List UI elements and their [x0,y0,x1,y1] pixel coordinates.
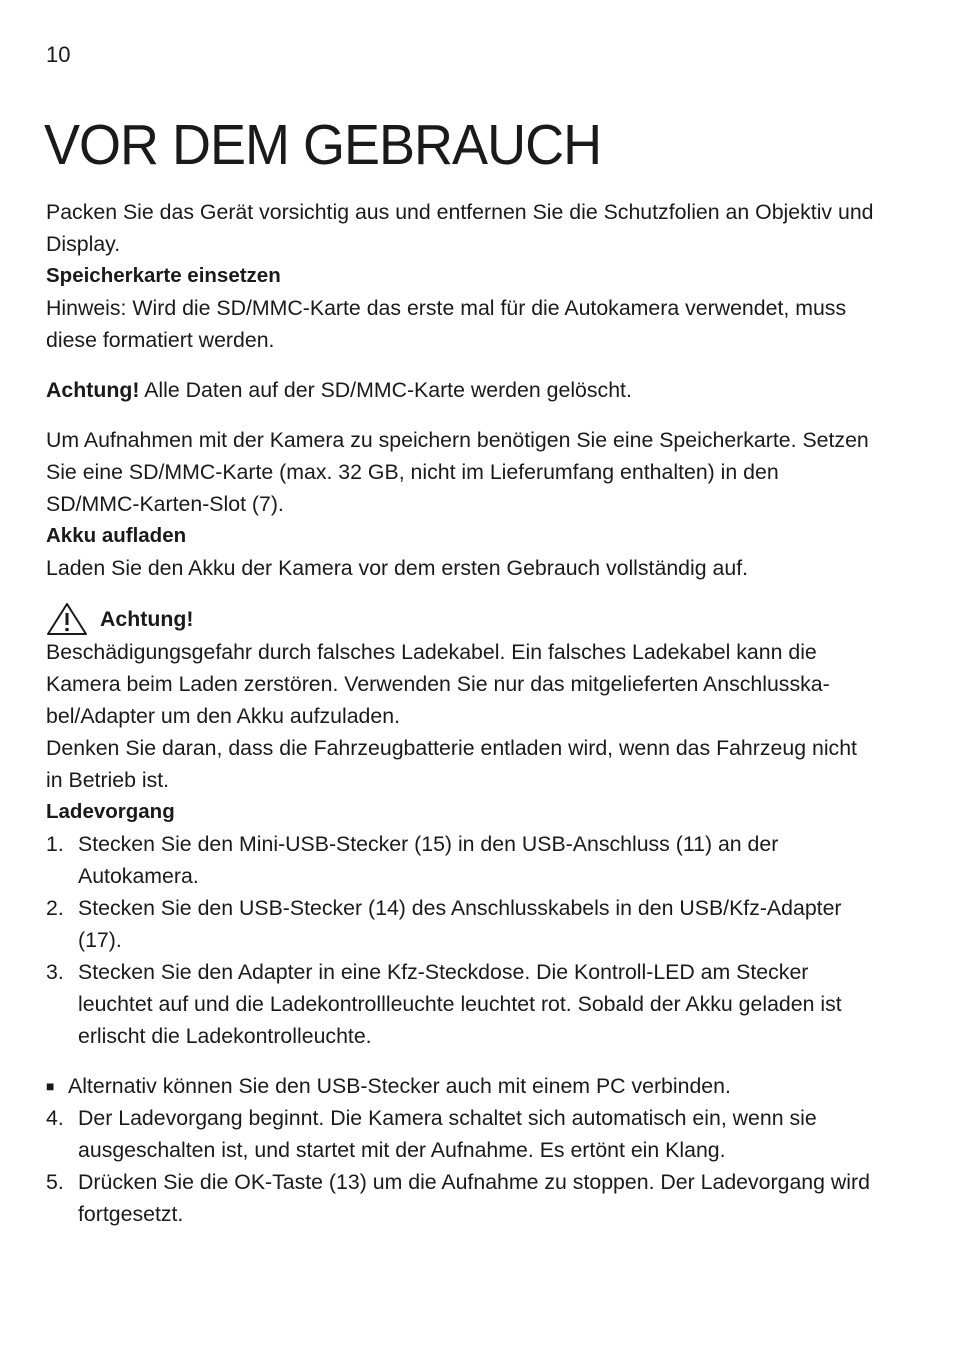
heading-charging: Ladevorgang [46,800,175,823]
list-item [46,892,876,956]
heading-memory-card: Speicherkarte einsetzen [46,264,281,287]
page-title: VOR DEM GEBRAUCH [44,113,602,177]
attention-label: Achtung! [46,378,140,402]
intro-paragraph: Packen Sie das Gerät vorsichtig aus und entfernen Sie die Schutzfolien an Objektiv und Display. [46,200,874,256]
bullet-square-icon: ■ [46,1078,55,1094]
warning-triangle-icon [46,602,88,636]
heading-battery: Akku aufladen [46,524,187,547]
step-text: Stecken Sie den Adapter in eine Kfz-Steckdose. Die Kontroll-LED am Stecker leuchtet auf und die Ladekontrollleuchte leuchtet rot. Sobald der Akku geladen ist erlischt die Ladekontrolleuchte. [78,960,842,1048]
list-item [46,828,876,892]
warning-header [46,602,876,636]
memory-card-hint: Hinweis: Wird die SD/MMC-Karte das erste mal für die Autokamera verwendet, muss diese formatiert werden. [46,296,847,352]
warning-label: Achtung! [100,607,194,631]
charging-steps-a [46,828,876,1052]
step-text: Der Ladevorgang beginnt. Die Kamera schaltet sich automatisch ein, wenn sie ausgeschalten ist, und startet mit der Aufnahme. Es ertönt ein Klang. [78,1106,817,1162]
page-content [46,196,876,1230]
step-number: 2. [46,896,64,920]
step-text: Drücken Sie die OK-Taste (13) um die Aufnahme zu stoppen. Der Ladevorgang wird fortgesetzt. [78,1170,870,1226]
step-number: 3. [46,960,64,984]
memory-card-instructions: Um Aufnahmen mit der Kamera zu speichern benötigen Sie eine Speicherkarte. Setzen Sie eine SD/MMC-Karte (max. 32 GB, nicht im Lieferumfang enthalten) in den SD/MMC-Karten-Slot (7). [46,428,869,516]
step-number: 4. [46,1106,64,1130]
page-number: 10 [46,42,71,67]
bullet-item [46,1070,876,1102]
list-item [46,1102,876,1166]
warning-text-2: Denken Sie daran, dass die Fahrzeugbatterie entladen wird, wenn das Fahrzeug nicht in Betrieb ist. [46,736,857,792]
step-text: Stecken Sie den Mini-USB-Stecker (15) in den USB-Anschluss (11) an der Autokamera. [78,832,779,888]
charging-steps-b [46,1102,876,1230]
battery-text: Laden Sie den Akku der Kamera vor dem ersten Gebrauch vollständig auf. [46,556,749,580]
list-item [46,1166,876,1230]
step-number: 1. [46,832,64,856]
bullet-text: Alternativ können Sie den USB-Stecker auch mit einem PC verbinden. [68,1074,731,1098]
warning-text-1: Beschädigungsgefahr durch falsches Ladekabel. Ein falsches Ladekabel kann die Kamera beim Laden zerstören. Verwenden Sie nur das mitgelieferten Anschlusska-bel/Adapter um den Akku aufzuladen. [46,640,830,728]
list-item [46,956,876,1052]
attention-text: Alle Daten auf der SD/MMC-Karte werden gelöscht. [139,378,632,402]
step-number: 5. [46,1170,64,1194]
memory-card-attention [46,374,876,406]
step-text: Stecken Sie den USB-Stecker (14) des Anschlusskabels in den USB/Kfz-Adapter (17). [78,896,842,952]
